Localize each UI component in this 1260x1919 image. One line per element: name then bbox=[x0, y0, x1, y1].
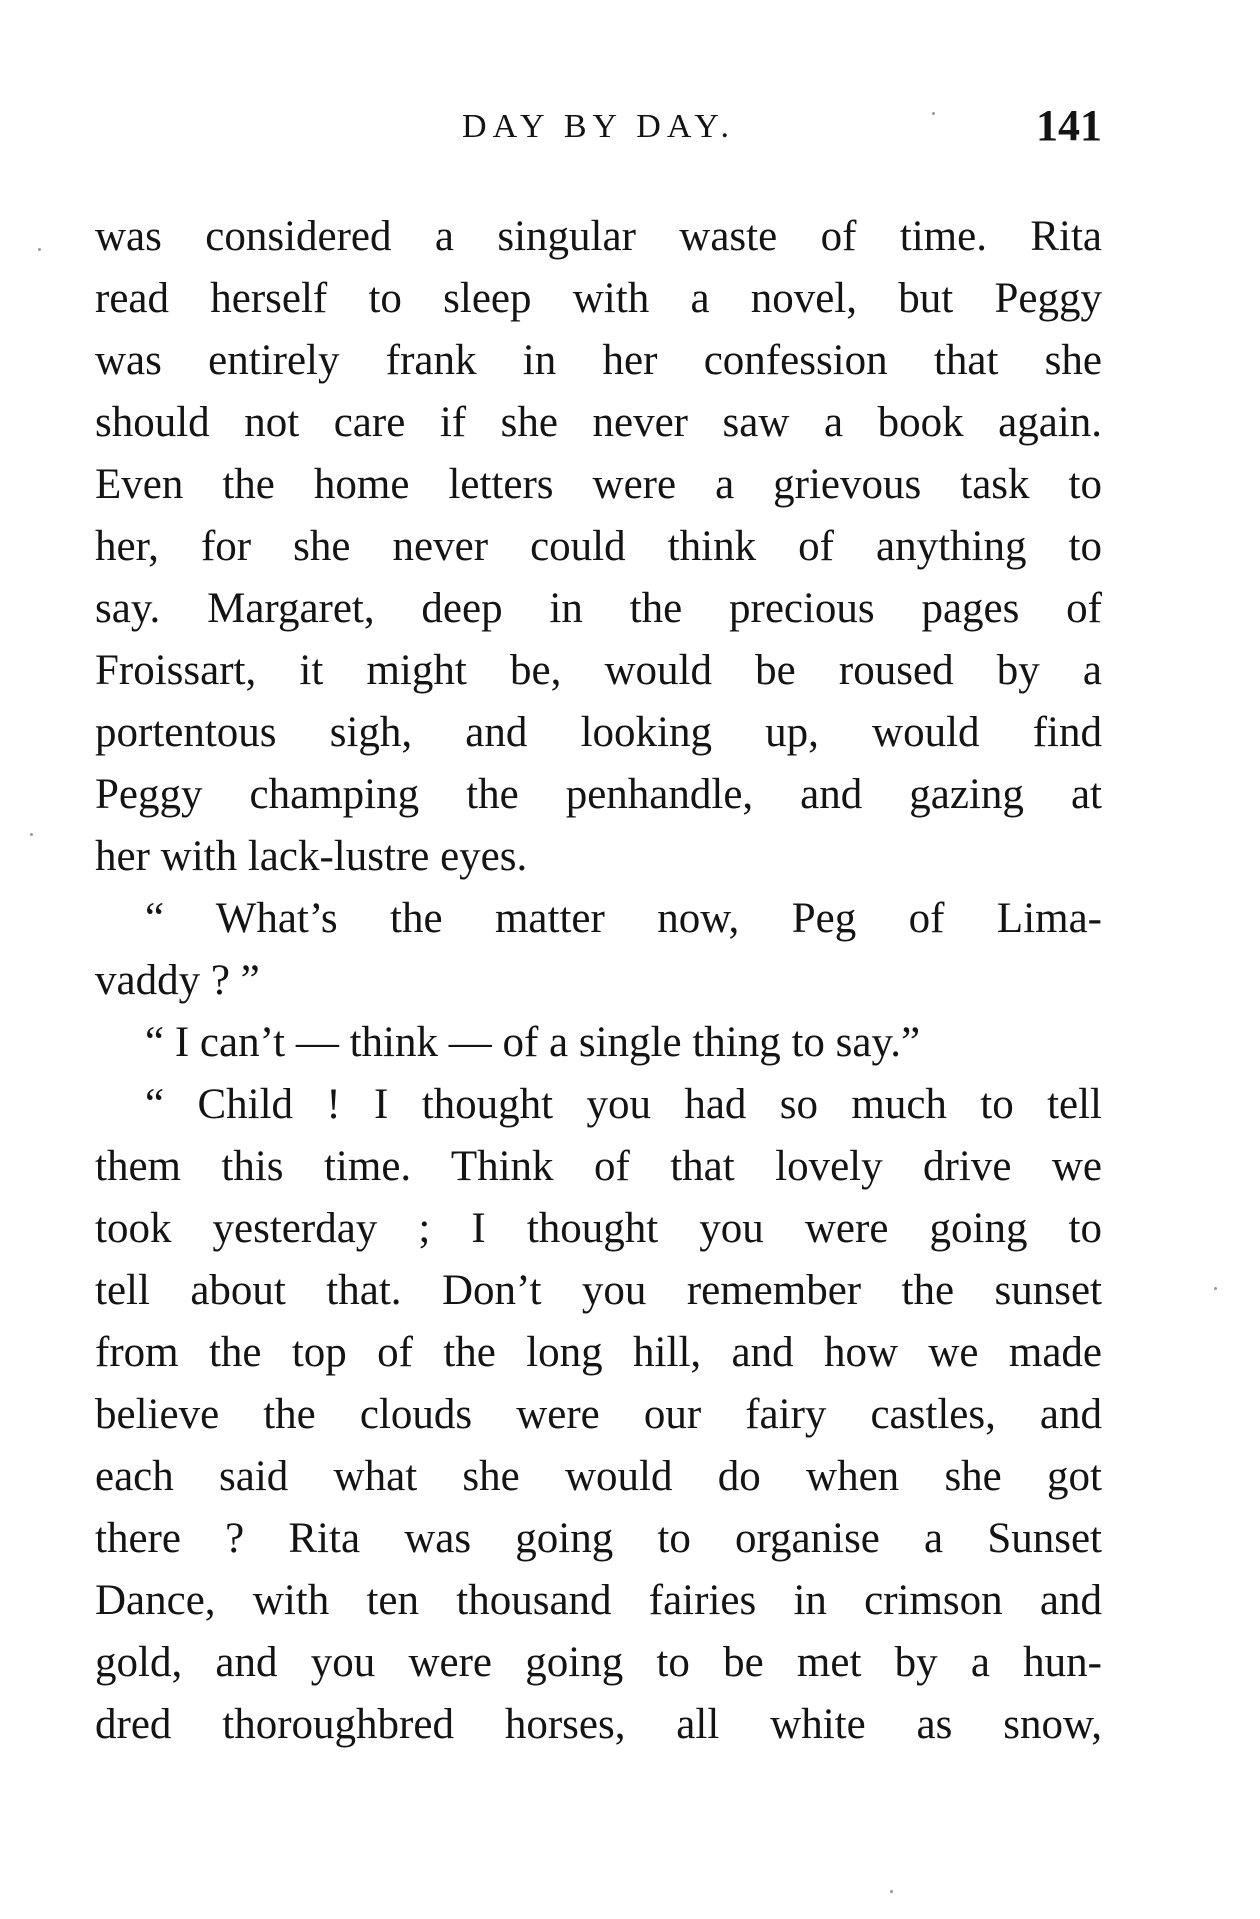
text-line: should not care if she never saw a book again. bbox=[95, 399, 1102, 446]
paper-speck bbox=[1214, 1287, 1217, 1290]
text-line: her, for she never could think of anything to bbox=[95, 523, 1102, 570]
text-line: from the top of the long hill, and how we made bbox=[95, 1329, 1102, 1376]
text-line: say. Margaret, deep in the precious pages of bbox=[95, 585, 1102, 632]
page-number: 141 bbox=[1036, 101, 1102, 150]
text-line: believe the clouds were our fairy castles, and bbox=[95, 1391, 1102, 1438]
text-line: gold, and you were going to be met by a hun- bbox=[95, 1639, 1102, 1686]
text-line: vaddy ? ” bbox=[95, 957, 260, 1004]
text-line: portentous sigh, and looking up, would find bbox=[95, 709, 1102, 756]
running-header bbox=[95, 100, 1102, 160]
paper-speck bbox=[38, 248, 41, 251]
text-line: each said what she would do when she got bbox=[95, 1453, 1102, 1500]
text-line: was considered a singular waste of time. Rita bbox=[95, 213, 1102, 260]
text-line: read herself to sleep with a novel, but Peggy bbox=[95, 275, 1102, 322]
running-title: DAY BY DAY. bbox=[462, 108, 735, 145]
paper-speck bbox=[30, 833, 33, 836]
text-line: “ What’s the matter now, Peg of Lima- bbox=[145, 895, 1102, 942]
text-line: Even the home letters were a grievous task to bbox=[95, 461, 1102, 508]
text-line: them this time. Think of that lovely drive we bbox=[95, 1143, 1102, 1190]
text-line: took yesterday ; I thought you were going to bbox=[95, 1205, 1102, 1252]
paper-speck bbox=[890, 1890, 893, 1893]
text-line: Peggy champing the penhandle, and gazing at bbox=[95, 771, 1102, 818]
text-line: Dance, with ten thousand fairies in crimson and bbox=[95, 1577, 1102, 1624]
paper-speck bbox=[932, 112, 935, 115]
text-line: her with lack-lustre eyes. bbox=[95, 833, 528, 880]
text-line: “ Child ! I thought you had so much to tell bbox=[145, 1081, 1102, 1128]
text-line: was entirely frank in her confession that she bbox=[95, 337, 1102, 384]
text-line: “ I can’t — think — of a single thing to say.” bbox=[145, 1019, 921, 1066]
body-text bbox=[95, 206, 1102, 1756]
text-line: tell about that. Don’t you remember the sunset bbox=[95, 1267, 1102, 1314]
text-line: dred thoroughbred horses, all white as snow, bbox=[95, 1701, 1102, 1748]
text-line: there ? Rita was going to organise a Sunset bbox=[95, 1515, 1102, 1562]
text-line: Froissart, it might be, would be roused by a bbox=[95, 647, 1102, 694]
